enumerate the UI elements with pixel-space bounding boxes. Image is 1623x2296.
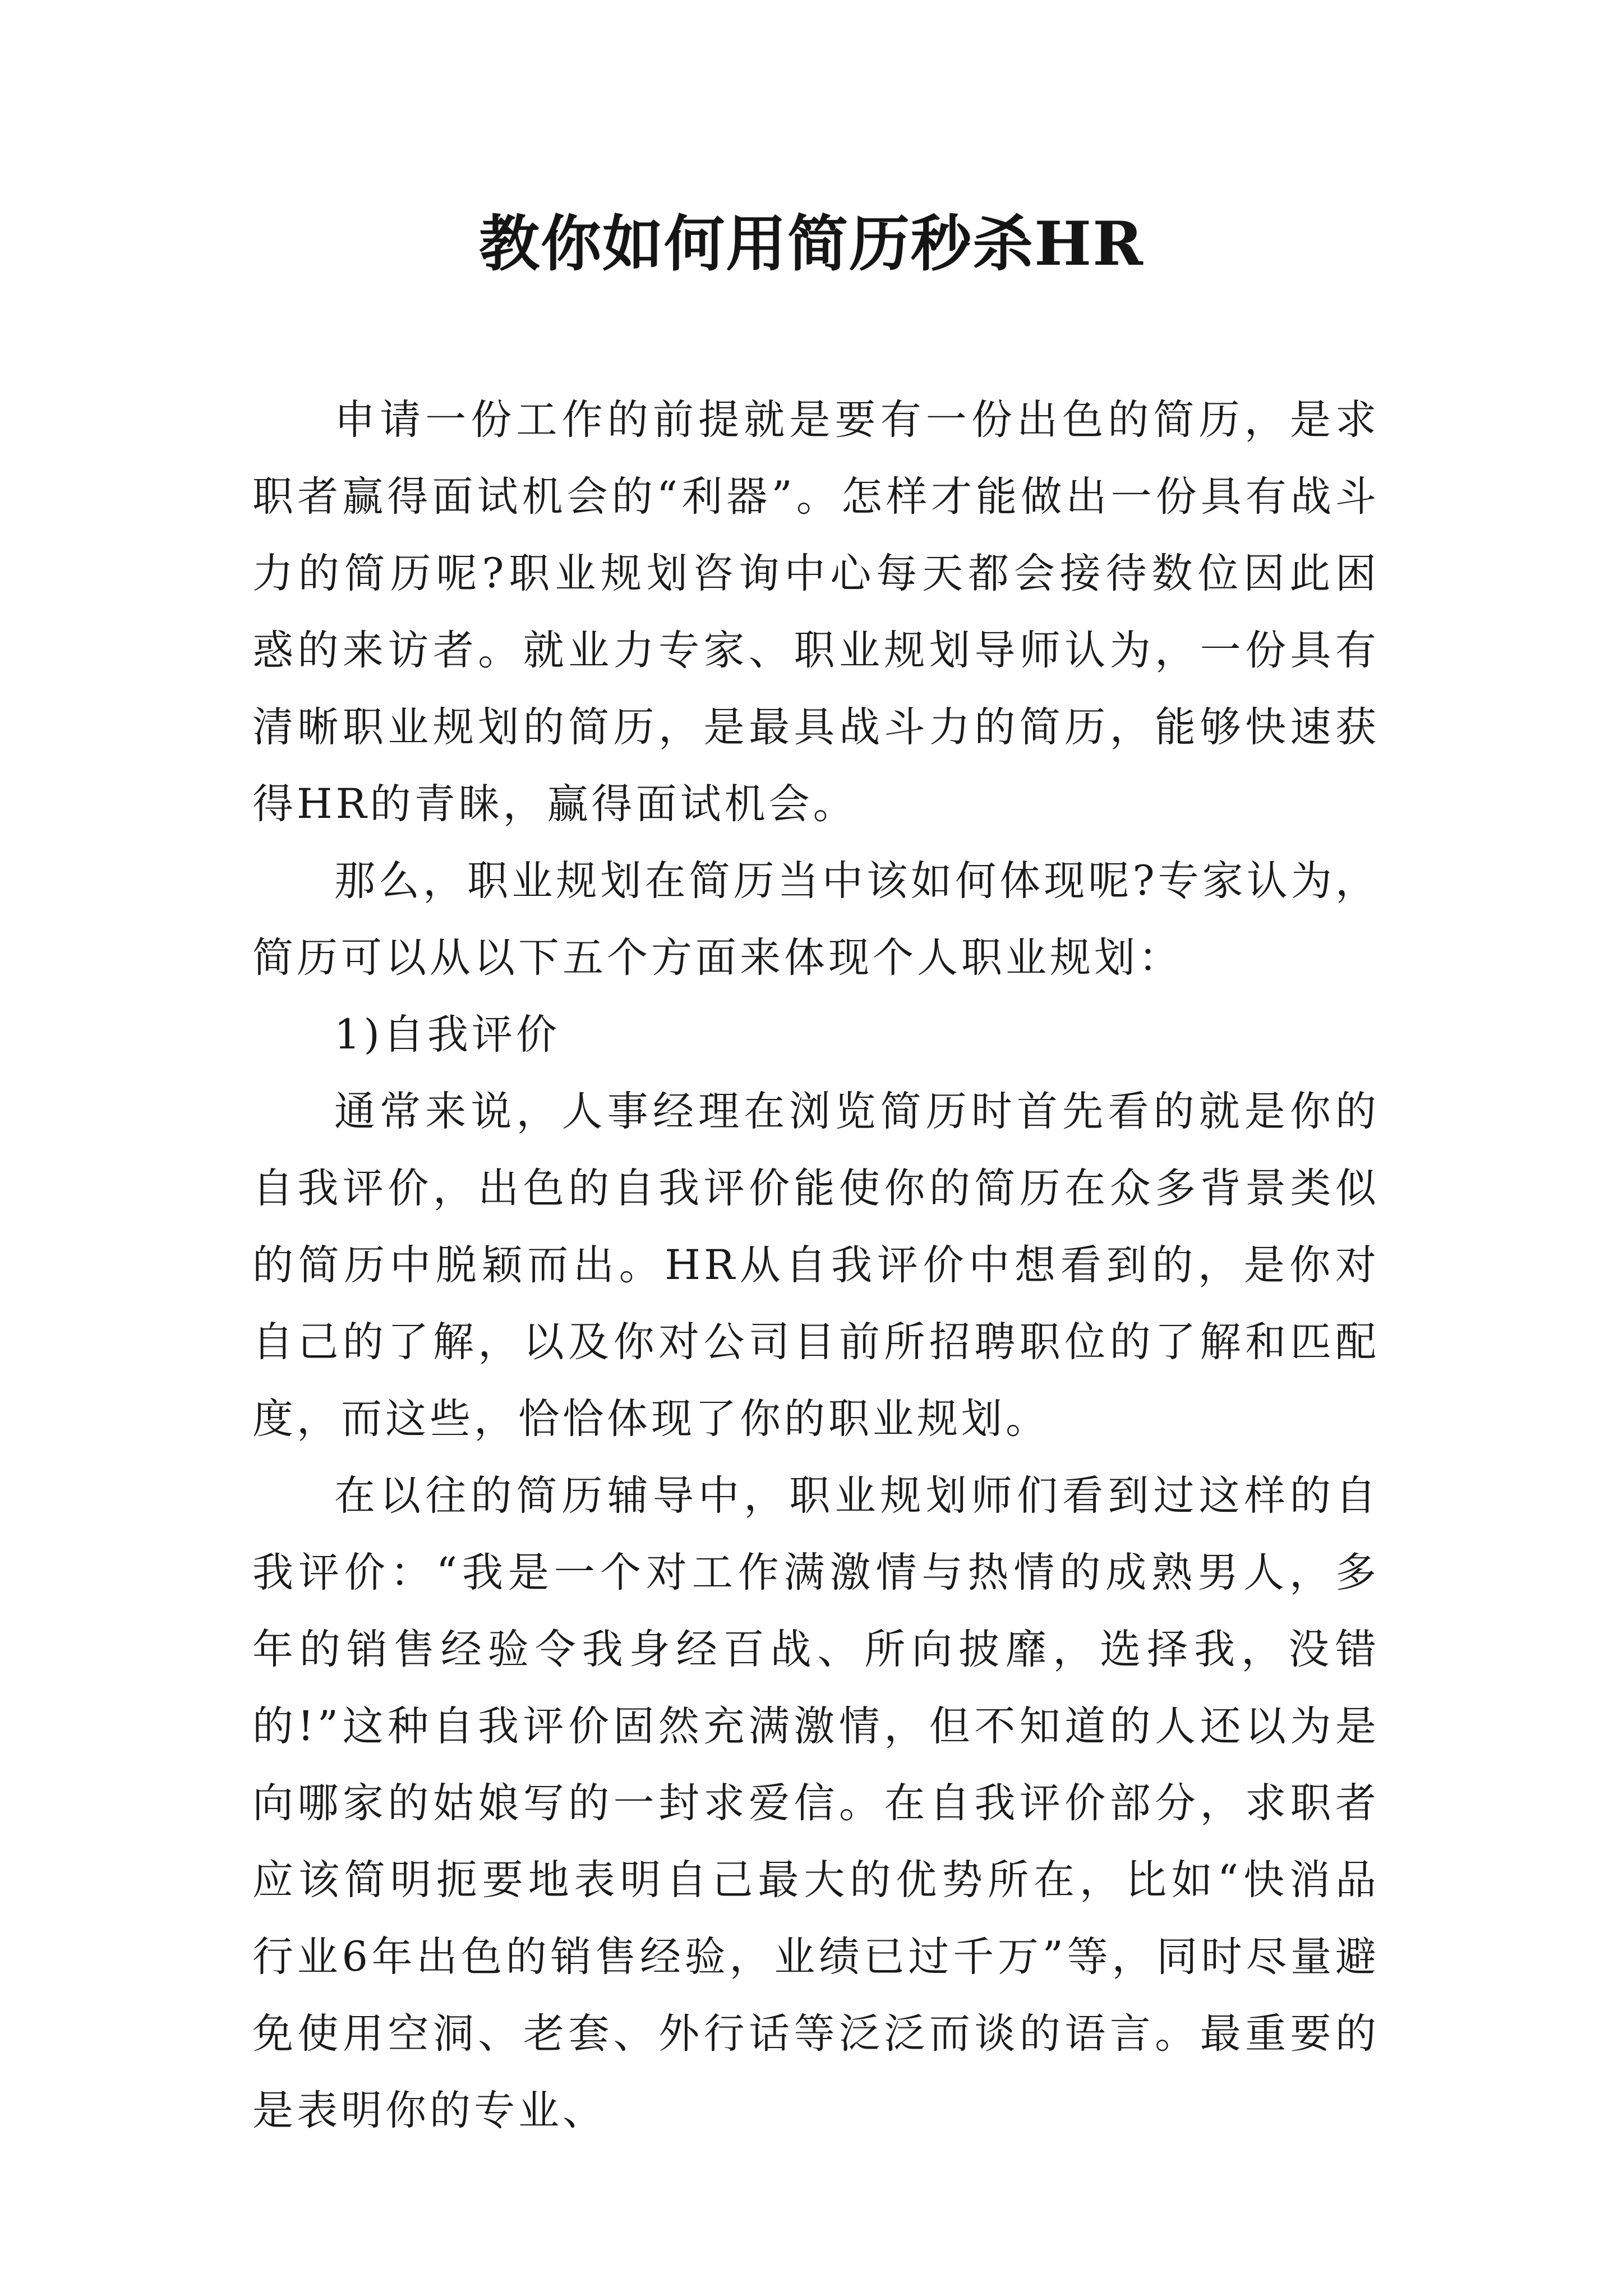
paragraph-intro: 申请一份工作的前提就是要有一份出色的简历，是求职者赢得面试机会的“利器”。怎样才能做出一份具有战斗力的简历呢?职业规划咨询中心每天都会接待数位因此困惑的来访者。就业力专家、职业规划导师认为，一份具有清晰职业规划的简历，是最具战斗力的简历，能够快速获得HR的青睐，赢得面试机会。 bbox=[252, 396, 1380, 828]
document-title: 教你如何用简历秒杀HR bbox=[479, 209, 1144, 279]
section-heading-self-evaluation: 1)自我评价 bbox=[334, 1011, 560, 1059]
paragraph-how-to-reflect: 那么，职业规划在简历当中该如何体现呢?专家认为，简历可以从以下五个方面来体现个人职业规划： bbox=[252, 857, 1380, 982]
paragraph-example: 在以往的简历辅导中，职业规划师们看到过这样的自我评价：“我是一个对工作满激情与热情的成熟男人，多年的销售经验令我身经百战、所向披靡，选择我，没错的!”这种自我评价固然充满激情，但不知道的人还以为是向哪家的姑娘写的一封求爱信。在自我评价部分，求职者应该简明扼要地表明自己最大的优势所在，比如“快消品行业6年出色的销售经验，业绩已过千万”等，同时尽量避免使用空洞、老套、外行话等泛泛而谈的语言。最重要的是表明你的专业、 bbox=[252, 1472, 1380, 2134]
document-body bbox=[252, 381, 1380, 2149]
paragraph-self-evaluation: 通常来说，人事经理在浏览简历时首先看的就是你的自我评价，出色的自我评价能使你的简历在众多背景类似的简历中脱颖而出。HR从自我评价中想看到的，是你对自己的了解，以及你对公司目前所招聘职位的了解和匹配度，而这些，恰恰体现了你的职业规划。 bbox=[252, 1088, 1380, 1443]
